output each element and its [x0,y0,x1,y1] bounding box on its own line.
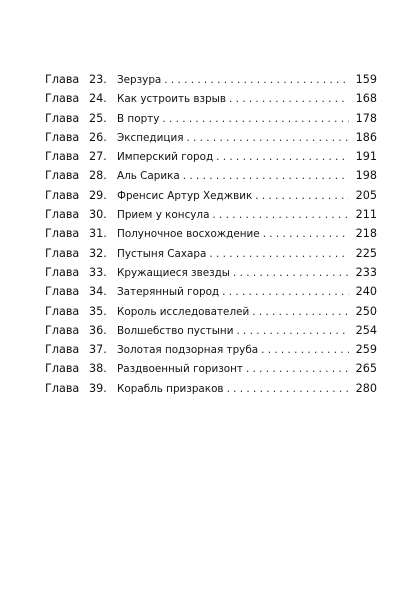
chapter-title: В порту [117,112,160,125]
toc-entry [45,244,377,263]
chapter-word: Глава [45,130,80,144]
chapter-title: Золотая подзорная труба [117,344,259,357]
dot-leader [227,380,349,399]
chapter-word: Глава [45,227,80,241]
chapter-title: Экспедиция [117,131,184,144]
toc-entry [45,89,377,108]
chapter-title: Прием у консула [117,209,210,222]
chapter-number: 35. [89,304,107,318]
chapter-word: Глава [45,208,80,222]
chapter-title: Френсис Артур Хеджвик [117,189,253,202]
chapter-number: 37. [89,343,107,357]
page-number: 159 [355,73,377,86]
chapter-number: 28. [89,169,107,183]
table-of-contents [45,70,377,398]
chapter-title: Аль Сарика [117,170,180,183]
chapter-number: 23. [89,73,107,86]
page-number: 259 [355,343,377,357]
toc-entry [45,321,377,340]
chapter-title: Полуночное восхождение [117,228,260,241]
dot-leader [186,129,349,148]
chapter-number: 36. [89,323,107,337]
toc-entry [45,109,377,128]
chapter-number: 26. [89,130,107,144]
page-number: 265 [355,362,377,376]
dot-leader [183,167,349,186]
chapter-number: 32. [89,246,107,260]
dot-leader [252,303,349,322]
chapter-number: 34. [89,285,107,299]
toc-entry [45,166,377,185]
chapter-title: Как устроить взрыв [117,93,226,106]
chapter-word: Глава [45,304,80,318]
page-number: 205 [355,188,377,202]
chapter-title: Зерзура [117,74,162,86]
chapter-word: Глава [45,111,80,125]
chapter-number: 24. [89,92,107,106]
toc-entry [45,379,377,398]
chapter-number: 25. [89,111,107,125]
toc-entry [45,282,377,301]
page-number: 191 [355,150,377,164]
toc-entry [45,263,377,282]
chapter-number: 31. [89,227,107,241]
toc-entry [45,302,377,321]
chapter-title: Кружащиеся звезды [117,266,231,279]
toc-entry [45,359,377,378]
toc-entry [45,186,377,205]
dot-leader [255,187,349,206]
page-number: 254 [355,323,377,337]
chapter-word: Глава [45,265,80,279]
page-number: 225 [355,246,377,260]
chapter-number: 30. [89,208,107,222]
dot-leader [236,322,349,341]
chapter-word: Глава [45,343,80,357]
chapter-word: Глава [45,92,80,106]
chapter-word: Глава [45,169,80,183]
chapter-number: 33. [89,265,107,279]
chapter-word: Глава [45,381,80,395]
page-number: 211 [355,208,377,222]
chapter-word: Глава [45,246,80,260]
chapter-number: 27. [89,150,107,164]
chapter-word: Глава [45,73,80,86]
page-number: 250 [355,304,377,318]
dot-leader [216,148,349,167]
chapter-title: Волшебство пустыни [117,324,234,337]
dot-leader [233,264,349,283]
dot-leader [263,225,349,244]
toc-entry [45,128,377,147]
dot-leader [261,341,349,360]
dot-leader [212,206,349,225]
chapter-title: Раздвоенный горизонт [117,363,243,376]
toc-entry [45,340,377,359]
page-number: 198 [355,169,377,183]
dot-leader [164,71,349,90]
dot-leader [229,90,349,109]
chapter-number: 29. [89,188,107,202]
dot-leader [162,110,349,129]
page-number: 233 [355,265,377,279]
chapter-number: 39. [89,381,107,395]
chapter-word: Глава [45,323,80,337]
page-number: 280 [355,381,377,395]
chapter-number: 38. [89,362,107,376]
chapter-word: Глава [45,150,80,164]
page-number: 240 [355,285,377,299]
page-number: 178 [355,111,377,125]
toc-entry [45,70,377,89]
toc-entry [45,224,377,243]
chapter-title: Затерянный город [117,286,220,299]
chapter-title: Король исследователей [117,305,250,318]
chapter-title: Имперский город [117,151,214,164]
page-number: 168 [355,92,377,106]
chapter-title: Корабль призраков [117,382,224,395]
chapter-word: Глава [45,362,80,376]
chapter-word: Глава [45,188,80,202]
chapter-title: Пустыня Сахара [117,247,207,260]
dot-leader [222,283,349,302]
dot-leader [209,245,349,264]
toc-entry [45,147,377,166]
page-number: 186 [355,130,377,144]
chapter-word: Глава [45,285,80,299]
page-number: 218 [355,227,377,241]
toc-entry [45,205,377,224]
dot-leader [246,360,349,379]
